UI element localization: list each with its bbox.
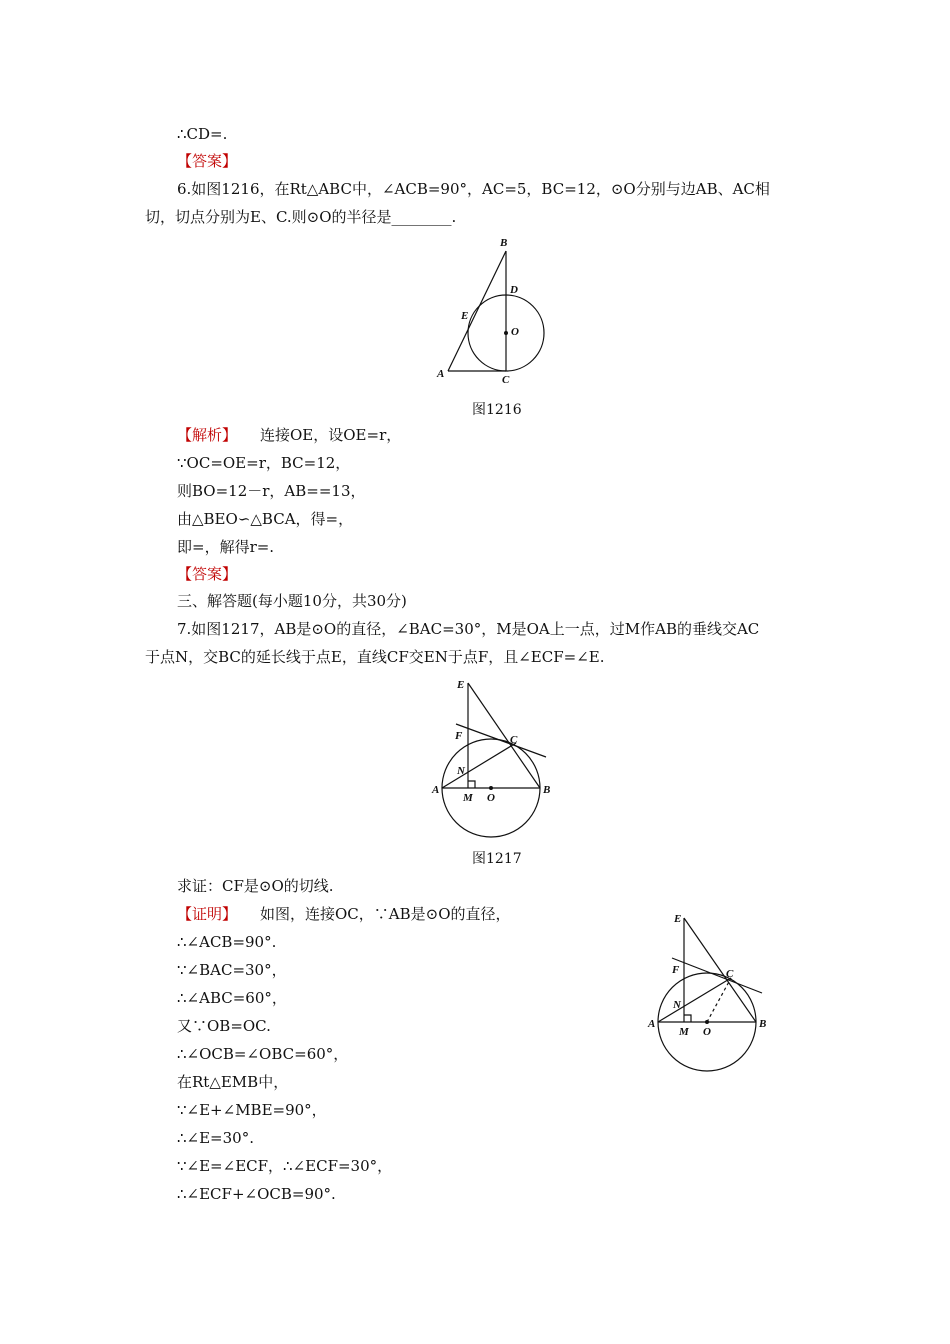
label-a: A <box>437 368 445 380</box>
analysis-tag: 【解析】 <box>177 426 238 444</box>
proof-line-4: ∴∠ABC=60°， <box>177 989 287 1007</box>
analysis-line-4: 由△BEO∽△BCA，得=， <box>177 510 354 528</box>
proof-line-9: ∴∠E=30°. <box>177 1129 254 1147</box>
analysis-line-1: 连接OE，设OE=r， <box>260 426 402 444</box>
proof-line-2: ∴∠ACB=90°. <box>177 933 277 951</box>
segment-eb-proof <box>684 918 756 1022</box>
analysis-line-3: 则BO=12－r，AB==13， <box>177 482 366 500</box>
label-f-7: F <box>455 730 463 742</box>
label-b-7: B <box>543 784 551 796</box>
label-n-proof: N <box>673 999 681 1011</box>
label-o-proof: O <box>703 1026 711 1038</box>
question-7-line-1: 7.如图1217，AB是⊙O的直径，∠BAC=30°，M是OA上一点，过M作AB的垂线交AC <box>177 620 760 638</box>
label-e-proof: E <box>674 913 682 925</box>
proof-line-8: ∵∠E+∠MBE=90°， <box>177 1101 327 1119</box>
label-c-7: C <box>510 734 518 746</box>
right-angle-mark-proof <box>684 1015 691 1022</box>
label-o: O <box>511 326 519 338</box>
proof-line-6: ∴∠OCB=∠OBC=60°， <box>177 1045 349 1063</box>
center-o-dot-proof <box>705 1020 709 1024</box>
proof-line-1: 如图，连接OC，∵AB是⊙O的直径， <box>260 905 511 923</box>
label-d: D <box>510 284 518 296</box>
answer-tag-1: 【答案】 <box>177 152 238 170</box>
label-o-7: O <box>487 792 495 804</box>
label-n-7: N <box>457 765 465 777</box>
line-cd: ∴CD=. <box>177 125 228 143</box>
label-e: E <box>461 310 469 322</box>
label-b: B <box>500 237 508 249</box>
label-f-proof: F <box>672 964 680 976</box>
label-a-proof: A <box>648 1018 656 1030</box>
label-m-proof: M <box>679 1026 689 1038</box>
caption-1217: 图1217 <box>472 851 522 867</box>
tangent-cf-proof <box>672 958 762 993</box>
proof-line-7: 在Rt△EMB中， <box>177 1073 289 1091</box>
prove-statement: 求证：CF是⊙O的切线. <box>177 877 334 895</box>
segment-ac-proof <box>658 978 731 1022</box>
label-a-7: A <box>432 784 440 796</box>
analysis-line-2: ∵OC=OE=r，BC=12， <box>177 454 351 472</box>
question-6-line-1: 6.如图1216，在Rt△ABC中，∠ACB=90°，AC=5，BC=12，⊙O分别与边AB、AC相 <box>177 180 770 198</box>
label-m-7: M <box>463 792 473 804</box>
label-c-proof: C <box>726 968 734 980</box>
caption-1216: 图1216 <box>472 402 522 418</box>
proof-line-3: ∵∠BAC=30°， <box>177 961 287 979</box>
label-b-proof: B <box>759 1018 767 1030</box>
question-6-line-2: 切，切点分别为E、C.则⊙O的半径是________. <box>145 208 457 226</box>
proof-line-5: 又∵OB=OC. <box>177 1017 271 1035</box>
section-3-heading: 三、解答题(每小题10分，共30分) <box>177 592 407 610</box>
analysis-line-5: 即=，解得r=. <box>177 538 275 556</box>
proof-line-10: ∵∠E=∠ECF，∴∠ECF=30°， <box>177 1157 393 1175</box>
answer-tag-2: 【答案】 <box>177 565 238 583</box>
proof-line-11: ∴∠ECF+∠OCB=90°. <box>177 1185 336 1203</box>
proof-tag: 【证明】 <box>177 905 238 923</box>
label-e-7: E <box>457 679 465 691</box>
question-7-line-2: 于点N，交BC的延长线于点E，直线CF交EN于点F，且∠ECF=∠E. <box>145 648 605 666</box>
label-c: C <box>502 374 510 386</box>
